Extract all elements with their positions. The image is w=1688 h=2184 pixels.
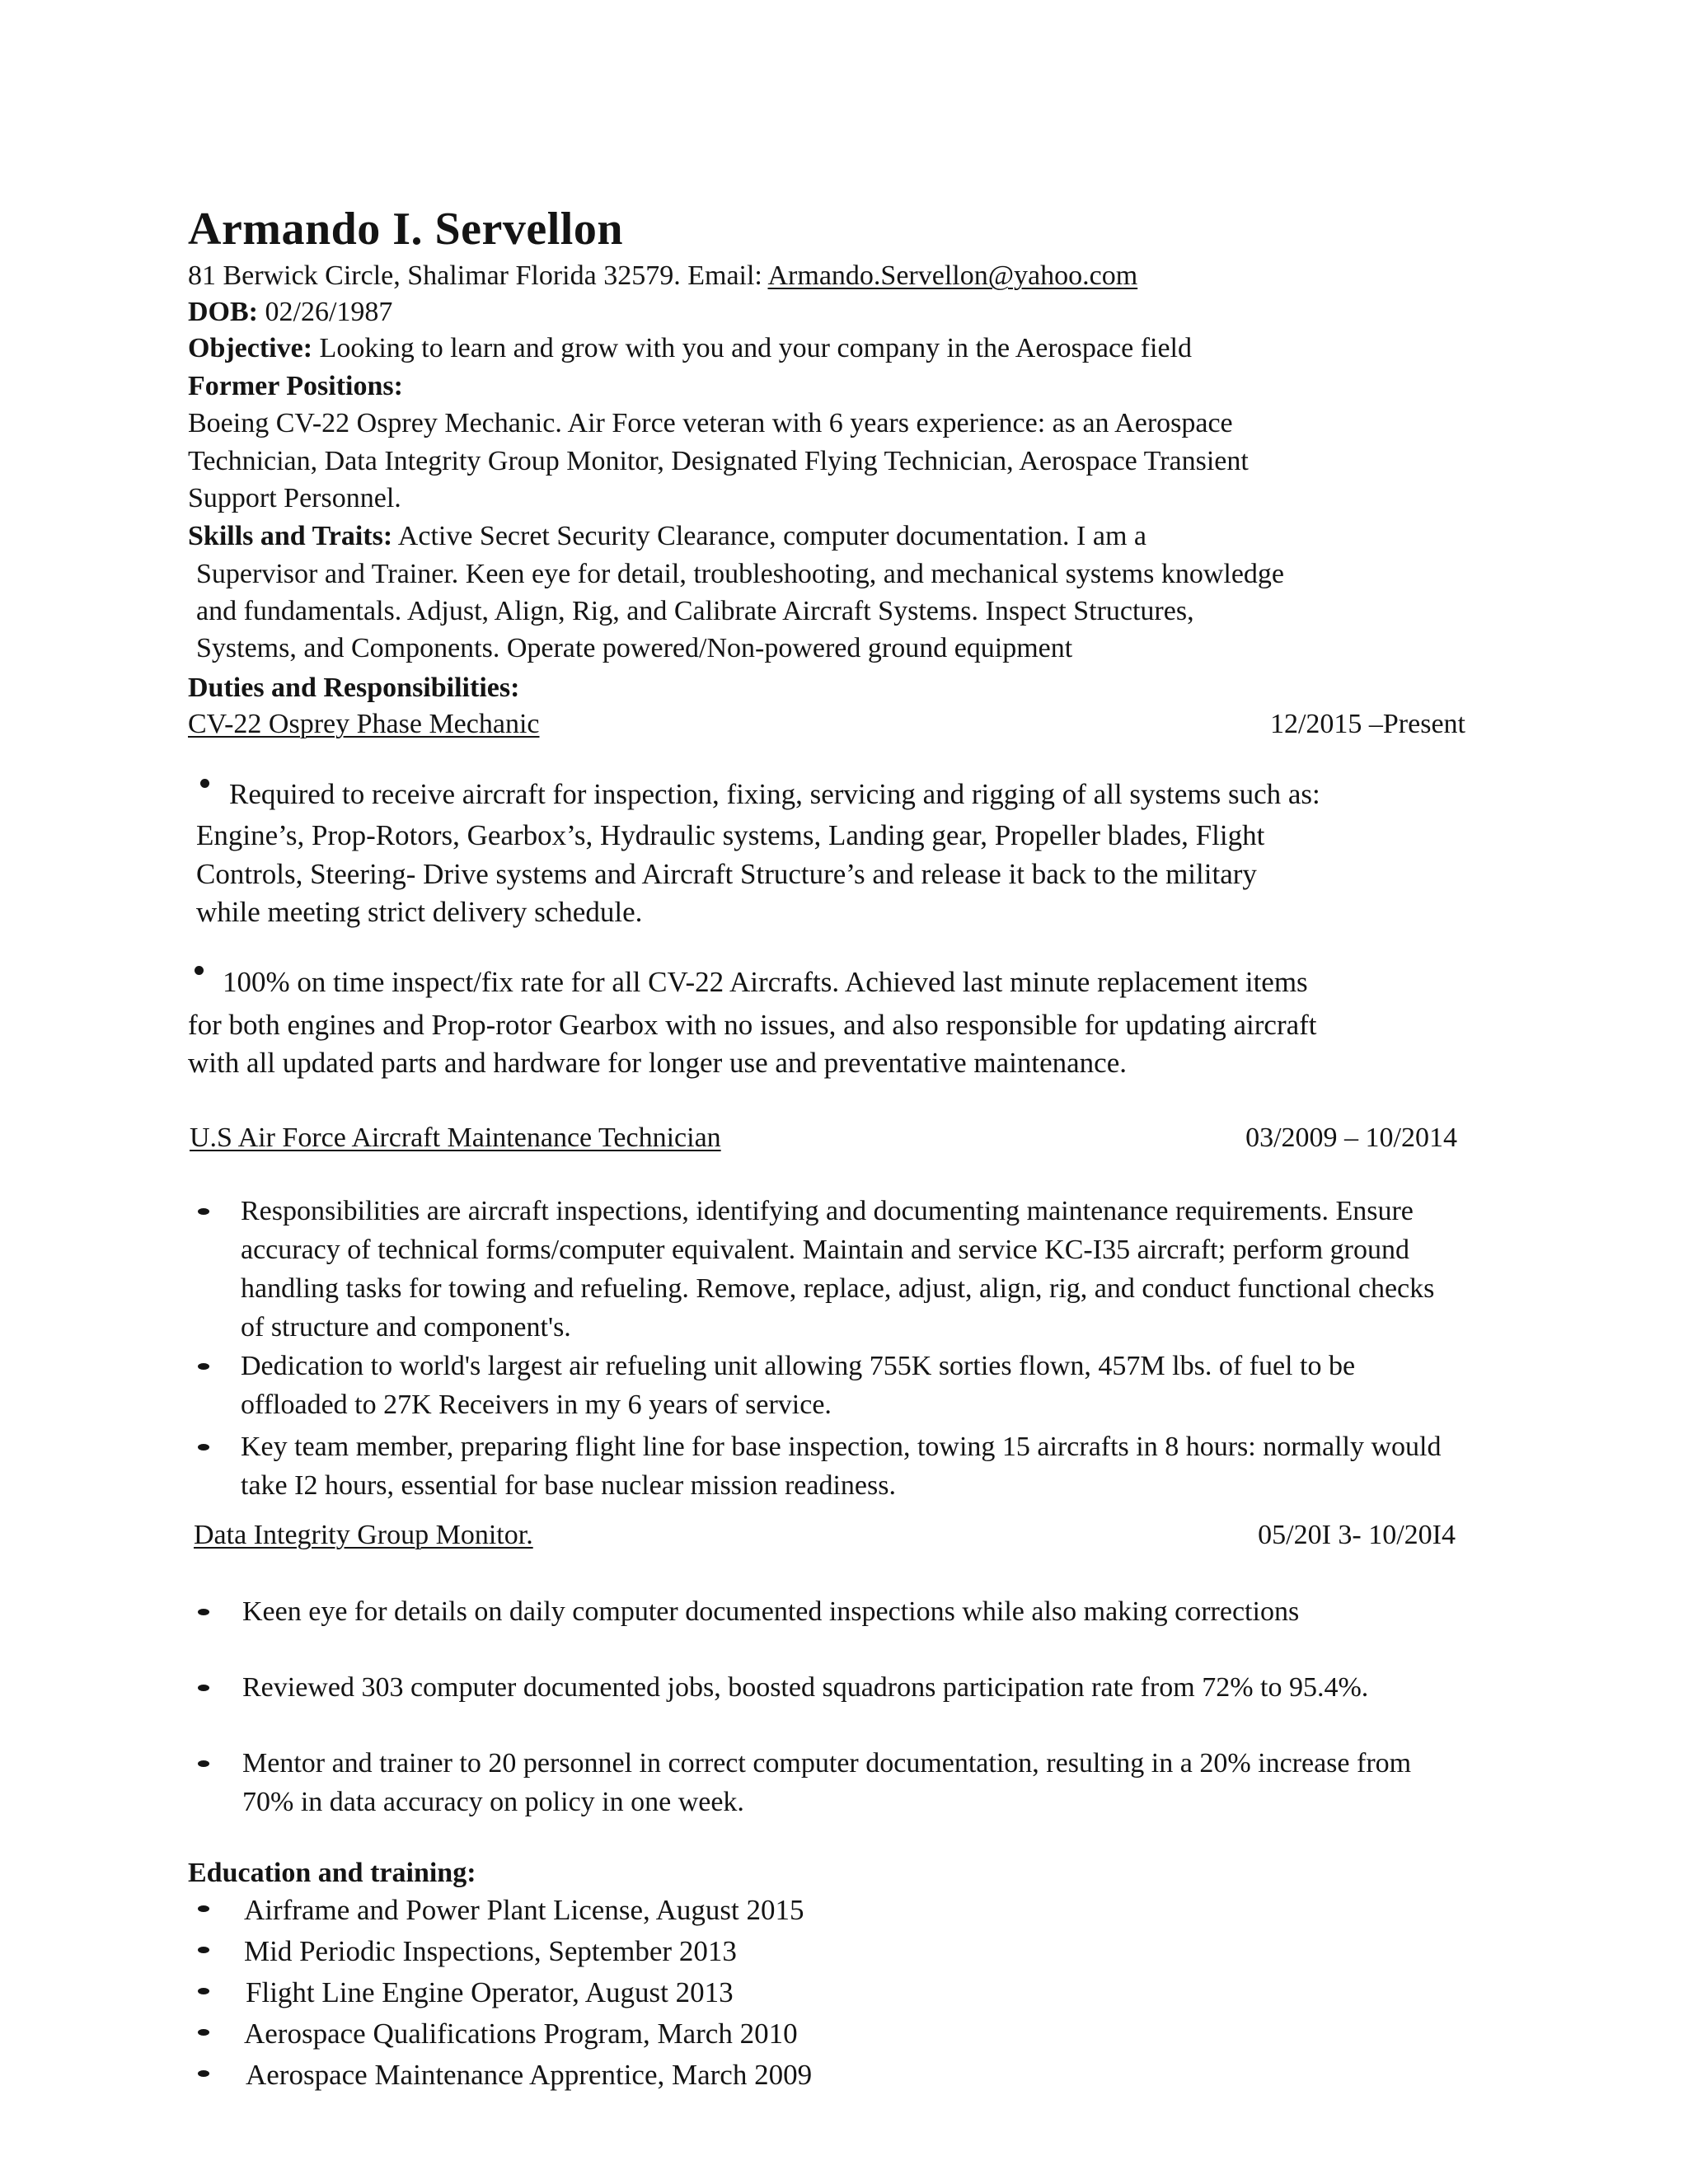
address-text: 81 Berwick Circle, Shalimar Florida 32579. Email: [188,260,768,291]
bullet-icon [198,2029,209,2036]
bullet-icon [198,1905,209,1912]
objective-line [188,335,1192,363]
bullet-text: Required to receive aircraft for inspection, fixing, servicing and rigging of all systems such as: [229,778,1320,810]
bullet-icon [198,1988,209,1994]
bullet-icon [198,1363,209,1370]
education-item: Mid Periodic Inspections, September 2013 [244,1935,737,1967]
job-title: CV-22 Osprey Phase Mechanic [188,709,540,739]
duties-heading: Duties and Responsibilities: [188,673,520,703]
candidate-name: Armando I. Servellon [188,204,623,255]
bullet-icon [198,2070,209,2077]
education-item: Aerospace Maintenance Apprentice, March 2009 [246,2059,813,2091]
bullet-icon [195,966,204,975]
bullet-text: 100% on time inspect/fix rate for all CV-22 Aircrafts. Achieved last minute replacement items [223,966,1308,998]
bullet-text: for both engines and Prop-rotor Gearbox with no issues, and also responsible for updating aircraft [188,1009,1317,1041]
skills-line [188,523,1146,551]
bullet-text: Engine’s, Prop-Rotors, Gearbox’s, Hydraulic systems, Landing gear, Propeller blades, Flight [196,819,1265,851]
email-link[interactable]: Armando.Servellon@yahoo.com [767,260,1138,291]
job-dates: 03/2009 – 10/2014 [1245,1122,1457,1153]
bullet-text: while meeting strict delivery schedule. [196,896,643,928]
bullet-icon [198,1444,209,1451]
former-positions-line: Boeing CV-22 Osprey Mechanic. Air Force veteran with 6 years experience: as an Aerospace [188,408,1233,438]
job-title: U.S Air Force Aircraft Maintenance Technician [190,1122,721,1153]
bullet-text: with all updated parts and hardware for longer use and preventative maintenance. [188,1047,1127,1079]
former-positions-line: Support Personnel. [188,483,401,513]
bullet-text: Dedication to world's largest air refueling unit allowing 755K sorties flown, 457M lbs. of fuel to be offloaded to 27K Receivers in my 6 years of service. [241,1351,1356,1420]
bullet-icon [198,1609,209,1615]
former-positions-line: Technician, Data Integrity Group Monitor, Designated Flying Technician, Aerospace Transient [188,446,1249,476]
job-title: Data Integrity Group Monitor. [194,1520,533,1550]
job-dates: 05/20I 3- 10/20I4 [1258,1520,1456,1550]
bullet-icon [198,1208,209,1215]
bullet-text: Key team member, preparing flight line for base inspection, towing 15 aircrafts in 8 hours: normally would take I2 hours, essential for base nuclear mission readiness. [241,1432,1442,1501]
objective-label: Objective: [188,333,313,363]
former-positions-heading: Former Positions: [188,371,403,401]
skills-line: Systems, and Components. Operate powered/Non-powered ground equipment [196,633,1073,663]
bullet-icon [200,779,209,788]
objective-text: Looking to learn and grow with you and your company in the Aerospace field [312,333,1192,363]
skills-first-line: Active Secret Security Clearance, computer documentation. I am a [392,521,1146,551]
dob-value: 02/26/1987 [258,297,393,327]
education-item: Airframe and Power Plant License, August 2015 [244,1894,804,1926]
skills-line: and fundamentals. Adjust, Align, Rig, and Calibrate Aircraft Systems. Inspect Structures, [196,596,1194,626]
job-dates: 12/2015 –Present [1269,709,1465,739]
education-item: Flight Line Engine Operator, August 2013 [246,1976,734,2008]
contact-line [188,262,1137,290]
skills-line: Supervisor and Trainer. Keen eye for detail, troubleshooting, and mechanical systems knowledge [196,559,1285,589]
bullet-text: Keen eye for details on daily computer documented inspections while also making corrections [242,1596,1300,1627]
bullet-icon [198,1685,209,1691]
education-item: Aerospace Qualifications Program, March 2010 [244,2018,798,2050]
bullet-text: Reviewed 303 computer documented jobs, boosted squadrons participation rate from 72% to 95.4%. [242,1672,1369,1703]
skills-label: Skills and Traits: [188,521,393,551]
bullet-icon [198,1760,209,1767]
dob-label: DOB: [188,297,258,327]
bullet-text: Mentor and trainer to 20 personnel in correct computer documentation, resulting in a 20% increase from 70% in data accuracy on policy in one week. [242,1748,1412,1817]
dob-line [188,298,392,326]
bullet-icon [198,1947,209,1953]
bullet-text: Responsibilities are aircraft inspections, identifying and documenting maintenance requirements. Ensure accuracy of technical forms/computer equivalent. Maintain and service KC-I35 aircraft; perform ground handling tasks for towing and refueling. Remove, replace, adjust, align, rig, and conduct functional checks of structure and component's. [241,1196,1435,1343]
bullet-text: Controls, Steering- Drive systems and Aircraft Structure’s and release it back to the military [196,858,1257,890]
education-heading: Education and training: [188,1858,476,1888]
